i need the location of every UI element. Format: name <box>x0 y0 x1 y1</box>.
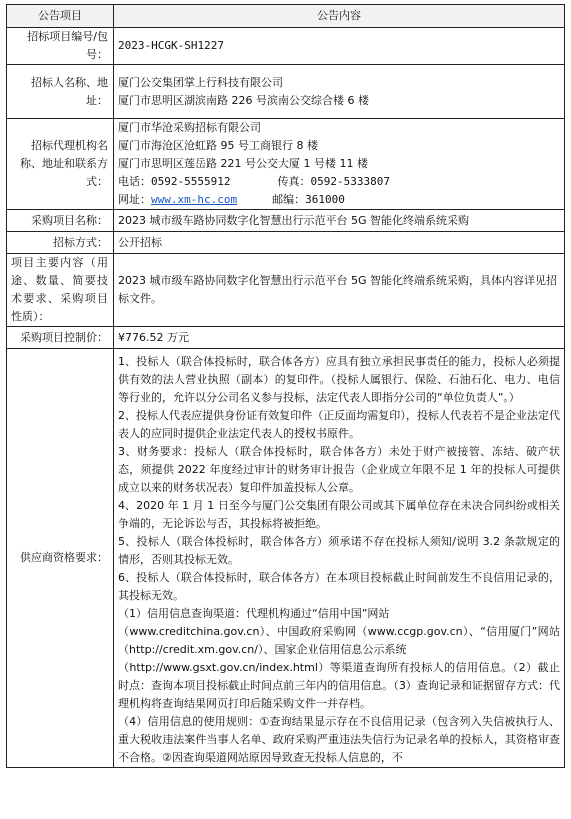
agent-label: 招标代理机构名称、地址和联系方式： <box>7 119 114 210</box>
requirements-row <box>7 349 565 768</box>
project-name-value: 2023 城市级车路协同数字化智慧出行示范平台 5G 智能化终端系统采购 <box>114 210 565 232</box>
header-row <box>7 5 565 28</box>
requirement-item: 3、财务要求：投标人（联合体投标时，联合体各方）未处于财产被接管、冻结、破产状态，须提供 2022 年度经过审计的财务审计报告（企业成立年限不足 1 年的投标人可提供成立以来的财务状况表）复印件加盖投标人公章。 <box>118 445 560 494</box>
requirement-item: 1、投标人（联合体投标时，联合体各方）应具有独立承担民事责任的能力，投标人必须提供有效的法人营业执照（副本）的复印件。（投标人属银行、保险、石油石化、电力、电信等行业的，允许以分公司名义参与投标，法定代表人即指分公司的“单位负责人”。） <box>118 355 560 404</box>
budget-label: 采购项目控制价： <box>7 327 114 349</box>
content-row <box>7 254 565 327</box>
agent-web-line <box>118 191 560 209</box>
requirements-cell <box>114 349 565 768</box>
tenderer-label: 招标人名称、地址： <box>7 65 114 119</box>
project-name-label: 采购项目名称： <box>7 210 114 232</box>
project-no-label: 招标项目编号/包号： <box>7 28 114 65</box>
content-value: 2023 城市级车路协同数字化智慧出行示范平台 5G 智能化终端系统采购，具体内容详见招标文件。 <box>114 254 565 327</box>
requirement-item: 2、投标人代表应提供身份证有效复印件（正反面均需复印），投标人代表若不是企业法定代表人的应同时提供企业法定代表人的授权书原件。 <box>118 409 560 440</box>
requirement-item: 5、投标人（联合体投标时，联合体各方）须承诺不存在投标人须知/说明 3.2 条款规定的情形，否则其投标无效。 <box>118 535 560 566</box>
phone-value: 0592-5555912 <box>151 175 231 188</box>
tenderer-cell <box>114 65 565 119</box>
tenderer-row <box>7 65 565 119</box>
method-value: 公开招标 <box>114 232 565 254</box>
post-label: 邮编： <box>272 193 306 206</box>
agent-address1: 厦门市海沧区沧虹路 95 号工商银行 8 楼 <box>118 139 318 152</box>
credit-query-records: （http://www.gsxt.gov.cn/index.html）等渠道查询所有投标人的信用信息。（2）截止时点：查询本项目投标截止时间点前三年内的信用信息。（3）查询记录和证据留存方式：代理机构将查询结果网页打印后随采购文件一并存档。 <box>118 661 560 710</box>
budget-row <box>7 327 565 349</box>
project-name-row <box>7 210 565 232</box>
agent-address2: 厦门市思明区莲岳路 221 号公交大厦 1 号楼 11 楼 <box>118 157 368 170</box>
tenderer-name: 厦门公交集团掌上行科技有限公司 <box>118 75 283 89</box>
credit-usage-rules: （4）信用信息的使用规则：①查询结果显示存在不良信用记录（包含列入失信被执行人、重大税收违法案件当事人名单、政府采购严重违法失信行为记录名单的投标人，其资格审查不合格。②因查询渠道网站原因导致查无投标人信息的，不 <box>118 715 560 764</box>
header-col2: 公告内容 <box>114 5 565 28</box>
web-label: 网址： <box>118 193 151 206</box>
agent-name: 厦门市华沧采购招标有限公司 <box>118 121 261 134</box>
post-value: 361000 <box>305 193 345 206</box>
project-no-row <box>7 28 565 65</box>
tenderer-address: 厦门市思明区湖滨南路 226 号滨南公交综合楼 6 楼 <box>118 93 369 107</box>
credit-query-channels: （1）信用信息查询渠道：代理机构通过“信用中国”网站 <box>118 607 390 620</box>
method-label: 招标方式： <box>7 232 114 254</box>
agent-contact-line <box>118 173 560 191</box>
website-link[interactable]: www.xm-hc.com <box>151 193 238 206</box>
agent-cell <box>114 119 565 210</box>
method-row <box>7 232 565 254</box>
requirement-item: 4、2020 年 1 月 1 日至今与厦门公交集团有限公司或其下属单位存在未决合同纠纷或相关争端的，无论诉讼与否，其投标将被拒绝。 <box>118 499 560 530</box>
agent-row <box>7 119 565 210</box>
budget-value: ¥776.52 万元 <box>114 327 565 349</box>
header-col1: 公告项目 <box>7 5 114 28</box>
fax-value: 0592-5333807 <box>310 175 390 188</box>
fax-label: 传真： <box>277 175 311 188</box>
project-no-value: 2023-HCGK-SH1227 <box>114 28 565 65</box>
requirement-item: 6、投标人（联合体投标时，联合体各方）在本项目投标截止时间前发生不良信用记录的，其投标无效。 <box>118 571 560 602</box>
announcement-table <box>6 4 565 768</box>
credit-query-sites: （www.creditchina.gov.cn）、中国政府采购网（www.ccgp.gov.cn）、“信用厦门”网站（http://credit.xm.gov.cn/）、国家企业信用信息公示系统 <box>118 625 560 656</box>
content-label: 项目主要内容（用途、数量、简要技术要求、采购项目性质）： <box>7 254 114 327</box>
phone-label: 电话： <box>118 175 151 188</box>
requirements-label: 供应商资格要求： <box>7 349 114 768</box>
